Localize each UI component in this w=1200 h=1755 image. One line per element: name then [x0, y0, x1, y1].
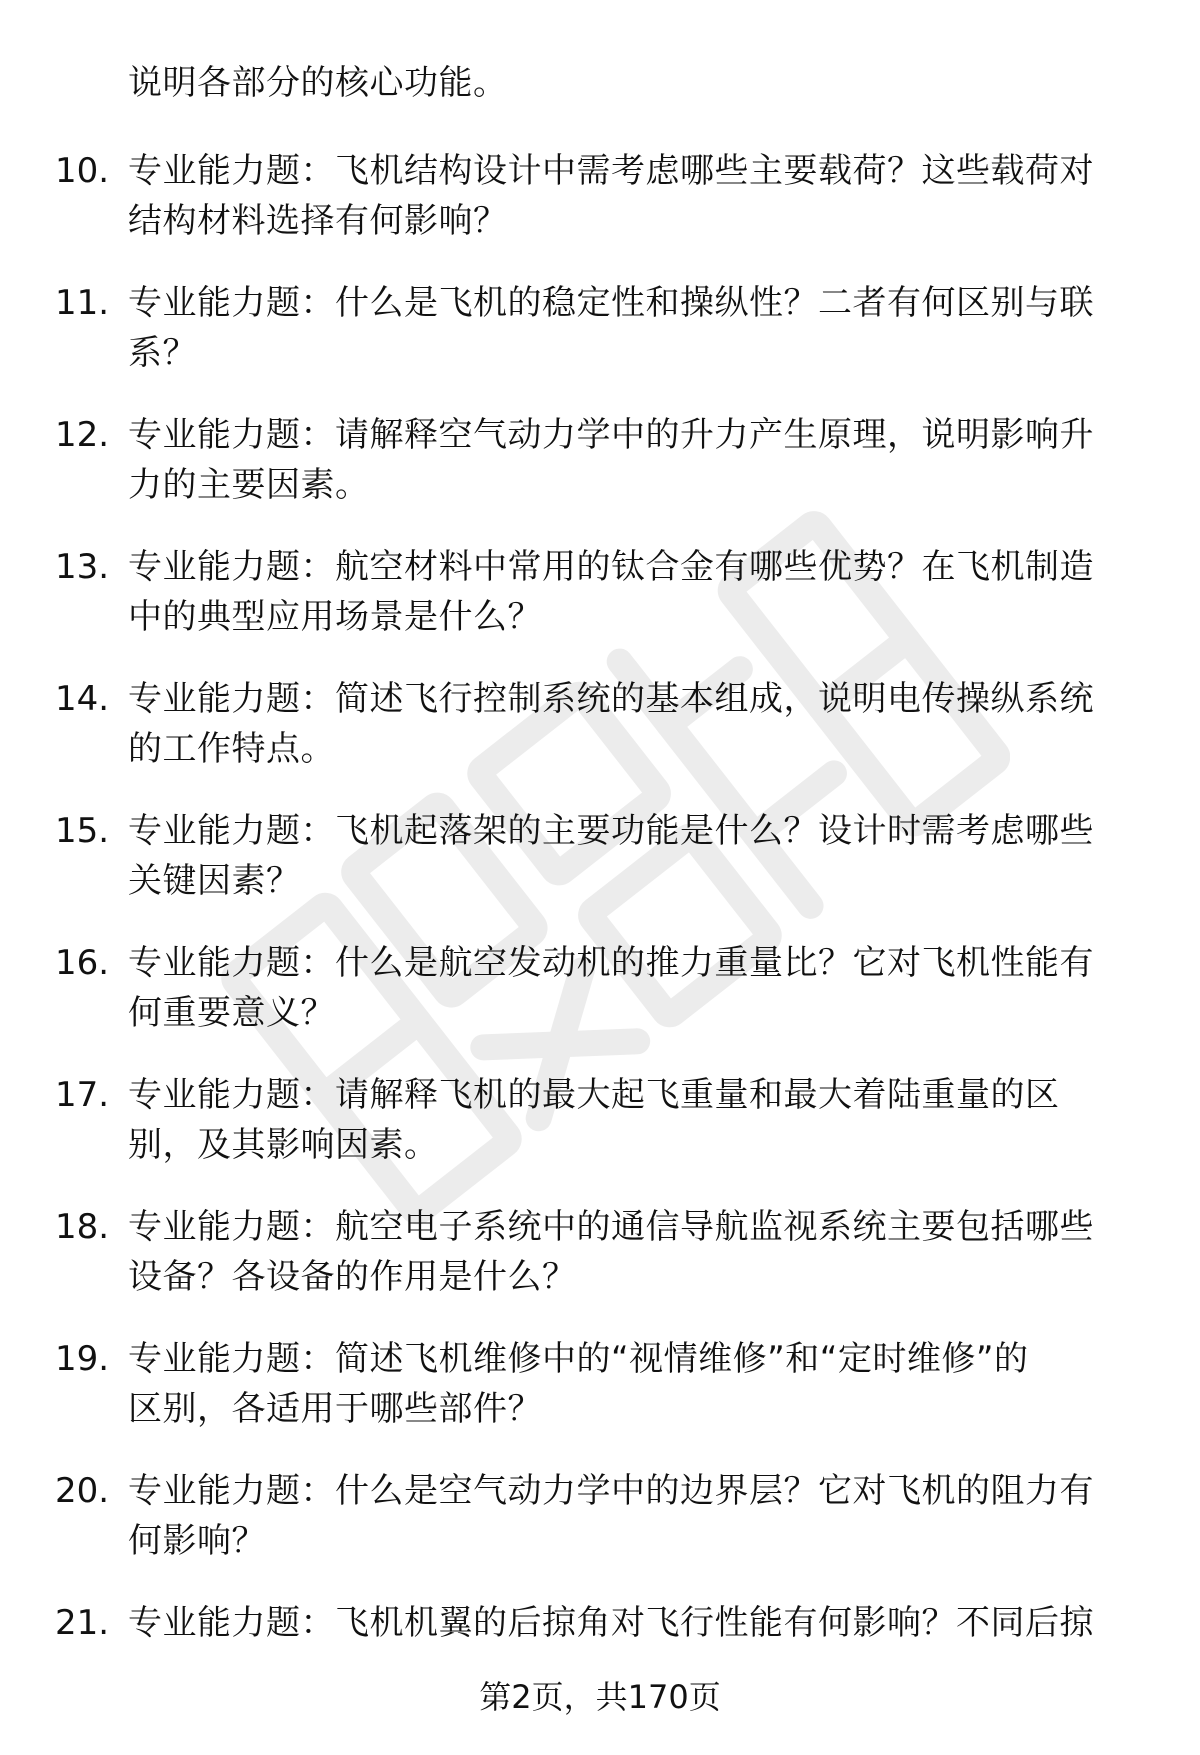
question-item: [0, 278, 1200, 410]
question-text-line: 专业能力题：航空材料中常用的钛合金有哪些优势？在飞机制造: [128, 547, 1094, 587]
page-footer: 第2页，共170页: [479, 1678, 721, 1716]
question-text-line: 何重要意义？: [128, 993, 335, 1033]
question-text-line: 专业能力题：什么是飞机的稳定性和操纵性？二者有何区别与联: [128, 283, 1094, 323]
question-text: [128, 1466, 1143, 1566]
question-item: [0, 410, 1200, 542]
question-list: [0, 146, 1200, 1730]
question-item: [0, 1334, 1200, 1466]
question-text-line: 专业能力题：飞机机翼的后掠角对飞行性能有何影响？不同后掠: [128, 1603, 1094, 1643]
question-number: 12.: [55, 415, 110, 455]
question-text-line: 专业能力题：飞机起落架的主要功能是什么？设计时需考虑哪些: [128, 811, 1094, 851]
question-text-line: 力的主要因素。: [128, 465, 370, 505]
question-number: 13.: [55, 547, 110, 587]
question-number: 10.: [55, 151, 110, 191]
question-text-line: 专业能力题：什么是航空发动机的推力重量比？它对飞机性能有: [128, 943, 1094, 983]
question-text: [128, 1598, 1143, 1648]
question-text-line: 专业能力题：简述飞行控制系统的基本组成，说明电传操纵系统: [128, 679, 1094, 719]
question-item: [0, 1070, 1200, 1202]
question-number: 14.: [55, 679, 110, 719]
question-item: [0, 1466, 1200, 1598]
question-item: [0, 542, 1200, 674]
question-text-line: 专业能力题：航空电子系统中的通信导航监视系统主要包括哪些: [128, 1207, 1094, 1247]
question-text: [128, 938, 1143, 1038]
continuation-text: 说明各部分的核心功能。: [128, 63, 508, 103]
question-text: [128, 1334, 1143, 1434]
question-text-line: 关键因素？: [128, 861, 301, 901]
question-text: [128, 674, 1143, 774]
question-text-line: 专业能力题：飞机结构设计中需考虑哪些主要载荷？这些载荷对: [128, 151, 1094, 191]
question-number: 19.: [55, 1339, 110, 1379]
question-text: [128, 542, 1143, 642]
question-text: [128, 278, 1143, 378]
question-text-line: 专业能力题：请解释飞机的最大起飞重量和最大着陆重量的区: [128, 1075, 1060, 1115]
question-text-line: 设备？各设备的作用是什么？: [128, 1257, 577, 1297]
question-item: [0, 806, 1200, 938]
question-item: [0, 674, 1200, 806]
question-text-line: 系？: [128, 333, 197, 373]
question-text-line: 专业能力题：什么是空气动力学中的边界层？它对飞机的阻力有: [128, 1471, 1094, 1511]
question-number: 16.: [55, 943, 110, 983]
question-text: [128, 410, 1143, 510]
question-number: 15.: [55, 811, 110, 851]
question-text-line: 何影响？: [128, 1521, 266, 1561]
question-text-line: 中的典型应用场景是什么？: [128, 597, 542, 637]
question-text-line: 专业能力题：请解释空气动力学中的升力产生原理，说明影响升: [128, 415, 1094, 455]
question-text: [128, 1202, 1143, 1302]
question-item: [0, 146, 1200, 278]
question-text-line: 结构材料选择有何影响？: [128, 201, 508, 241]
question-number: 18.: [55, 1207, 110, 1247]
question-text: [128, 1070, 1143, 1170]
question-item: [0, 938, 1200, 1070]
question-text: [128, 806, 1143, 906]
question-number: 11.: [55, 283, 110, 323]
question-text: [128, 146, 1143, 246]
question-number: 17.: [55, 1075, 110, 1115]
question-item: [0, 1202, 1200, 1334]
question-number: 20.: [55, 1471, 110, 1511]
question-text-line: 区别，各适用于哪些部件？: [128, 1389, 542, 1429]
question-text-line: 别，及其影响因素。: [128, 1125, 439, 1165]
question-text-line: 专业能力题：简述飞机维修中的“视情维修”和“定时维修”的: [128, 1339, 1029, 1379]
question-text-line: 的工作特点。: [128, 729, 335, 769]
question-number: 21.: [55, 1603, 110, 1643]
